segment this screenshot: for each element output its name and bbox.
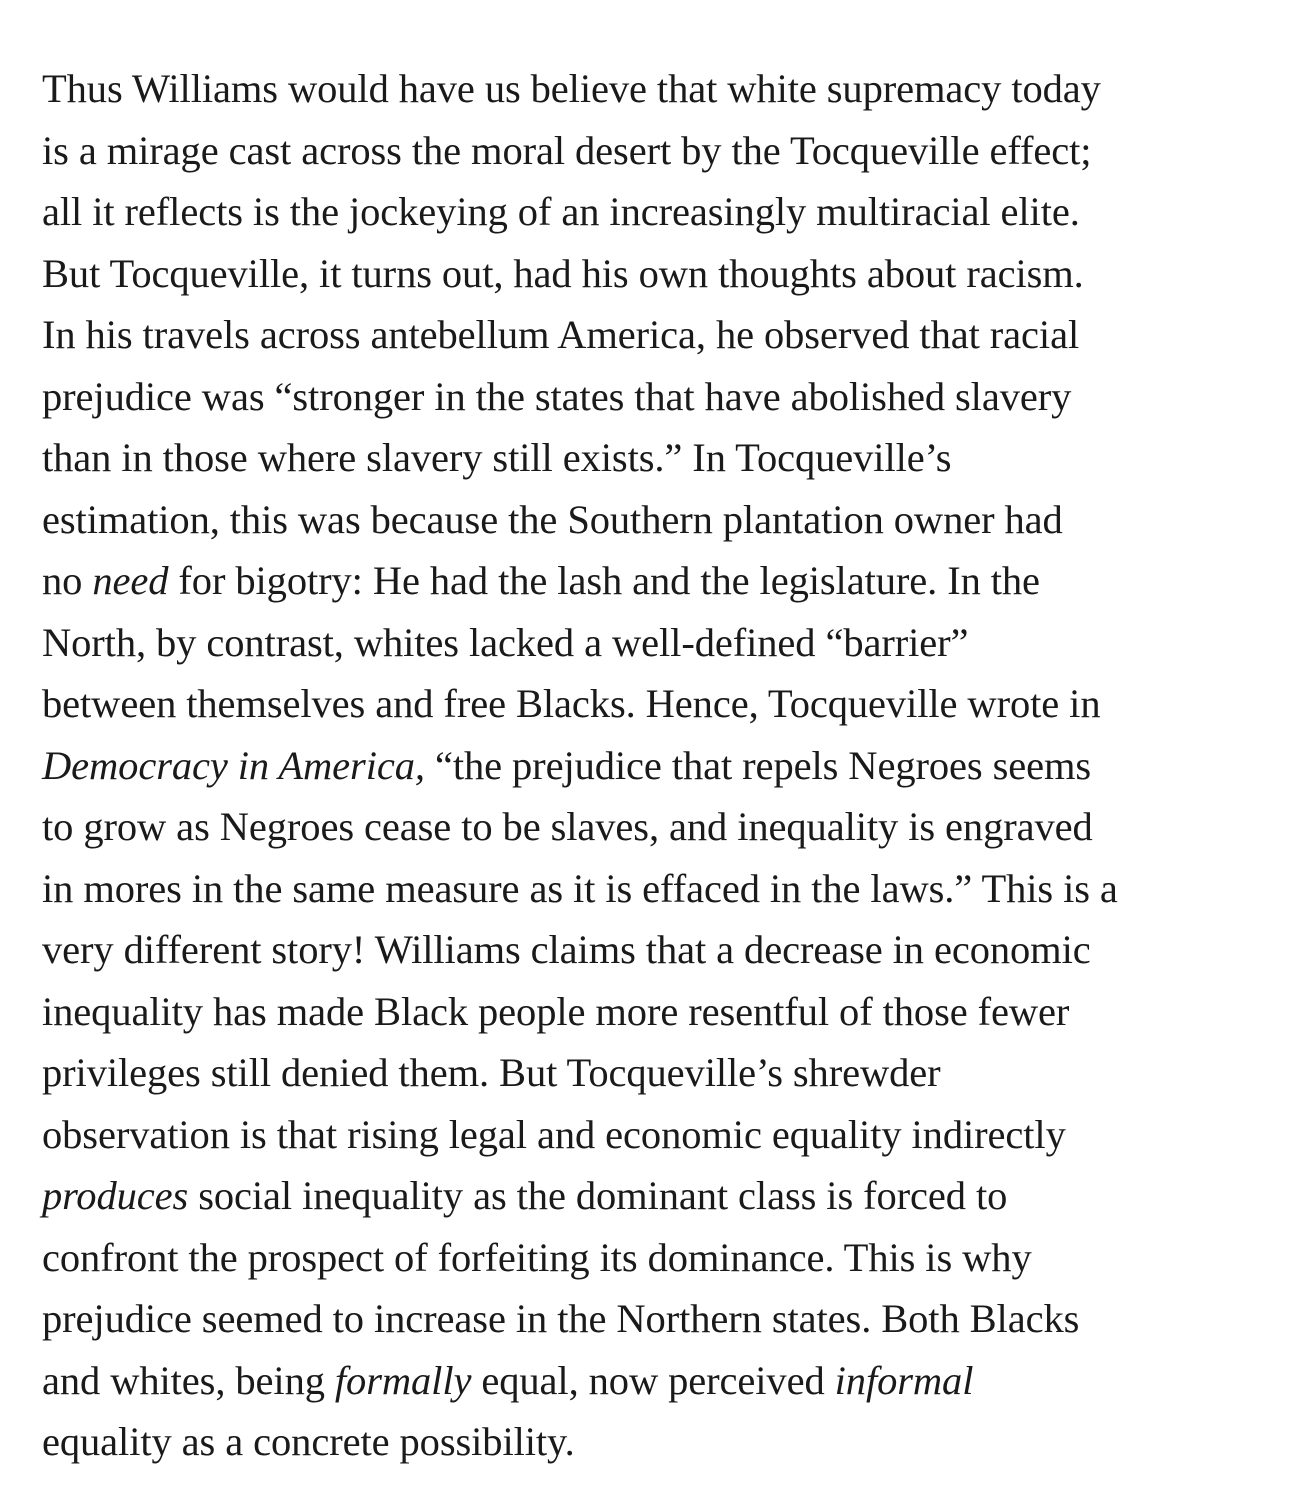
book-title: Democracy in America, bbox=[42, 742, 425, 788]
text-line bbox=[42, 243, 1252, 305]
text-line bbox=[42, 673, 1252, 735]
text-line bbox=[42, 1350, 1252, 1412]
article-body bbox=[42, 58, 1252, 1473]
text-run: all it reflects is the jockeying of an increasingly multiracial elite. bbox=[42, 189, 1080, 234]
text-run: inequality has made Black people more resentful of those fewer bbox=[42, 988, 1070, 1034]
text-line bbox=[42, 181, 1252, 243]
text-run: prejudice seemed to increase in the Northern states. Both Blacks bbox=[42, 1296, 1080, 1341]
text-run: for bigotry: He had the lash and the legislature. In the bbox=[168, 558, 1040, 603]
text-line bbox=[42, 612, 1252, 674]
text-run: In his travels across antebellum America, he observed that racial bbox=[42, 312, 1080, 357]
text-run: Thus Williams would have us believe that white supremacy today bbox=[42, 66, 1101, 111]
text-run: no bbox=[42, 558, 93, 603]
text-line bbox=[42, 550, 1252, 612]
article-paragraph bbox=[42, 58, 1252, 1473]
text-run: and whites, being bbox=[42, 1357, 335, 1403]
text-run: very different story! Williams claims that a decrease in economic bbox=[42, 927, 1091, 972]
italic-emphasis: need bbox=[92, 558, 169, 603]
text-line bbox=[42, 489, 1252, 551]
text-line bbox=[42, 981, 1252, 1043]
text-run: prejudice was “stronger in the states that have abolished slavery bbox=[42, 373, 1072, 419]
text-line bbox=[42, 919, 1252, 981]
text-run: estimation, this was because the Southern plantation owner had bbox=[42, 496, 1063, 542]
italic-emphasis: produces bbox=[42, 1173, 189, 1218]
text-line bbox=[42, 1104, 1252, 1166]
text-run: observation is that rising legal and economic equality indirectly bbox=[42, 1111, 1066, 1157]
text-line bbox=[42, 1042, 1252, 1104]
text-run: than in those where slavery still exists.” In Tocqueville’s bbox=[42, 435, 952, 480]
italic-emphasis: informal bbox=[834, 1357, 974, 1403]
text-run: confront the prospect of forfeiting its dominance. This is why bbox=[42, 1234, 1032, 1280]
text-run: between themselves and free Blacks. Hence, Tocqueville wrote in bbox=[42, 681, 1101, 726]
text-line bbox=[42, 1288, 1252, 1350]
text-line bbox=[42, 1411, 1252, 1473]
text-line bbox=[42, 1227, 1252, 1289]
text-line bbox=[42, 366, 1252, 428]
text-run: “the prejudice that repels Negroes seems bbox=[424, 742, 1092, 788]
text-run: is a mirage cast across the moral desert by the Tocqueville effect; bbox=[42, 127, 1092, 173]
text-run: to grow as Negroes cease to be slaves, and inequality is engraved bbox=[42, 804, 1093, 849]
text-line bbox=[42, 735, 1252, 797]
text-line bbox=[42, 796, 1252, 858]
text-run: social inequality as the dominant class is forced to bbox=[188, 1173, 1008, 1218]
text-line bbox=[42, 304, 1252, 366]
text-run: equality as a concrete possibility. bbox=[42, 1419, 575, 1464]
italic-emphasis: formally bbox=[334, 1357, 472, 1403]
text-run: North, by contrast, whites lacked a well-defined “barrier” bbox=[42, 619, 969, 665]
text-line bbox=[42, 58, 1252, 120]
text-run: in mores in the same measure as it is effaced in the laws.” This is a bbox=[42, 865, 1118, 911]
text-line bbox=[42, 1165, 1252, 1227]
text-line bbox=[42, 120, 1252, 182]
text-run: equal, now perceived bbox=[471, 1357, 835, 1403]
text-line bbox=[42, 427, 1252, 489]
text-run: But Tocqueville, it turns out, had his own thoughts about racism. bbox=[42, 250, 1084, 296]
text-line bbox=[42, 858, 1252, 920]
text-run: privileges still denied them. But Tocqueville’s shrewder bbox=[42, 1050, 941, 1095]
